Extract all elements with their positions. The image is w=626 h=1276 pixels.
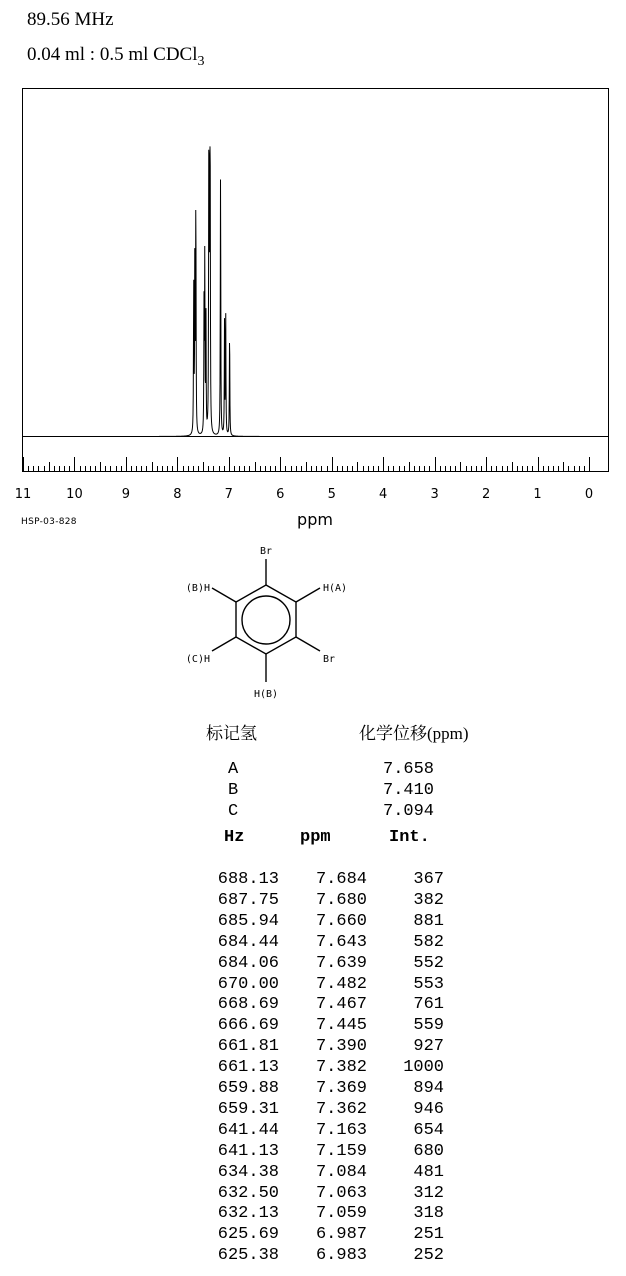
nmr-spectrum-chart [0,80,626,530]
peak-hz: 659.88 [217,1079,279,1098]
peak-hz: 632.13 [217,1204,279,1224]
x-tick-label: 6 [276,487,285,502]
peak-int: 382 [413,890,444,910]
peak-header-hz: Hz [224,828,245,847]
assignment-label: A [228,760,239,779]
peak-ppm: 7.059 [315,1204,367,1224]
peak-ppm: 7.084 [315,1162,367,1182]
spectrum-code: HSP-03-828 [21,517,77,527]
peak-ppm: 7.467 [315,995,367,1015]
peak-hz: 670.00 [217,974,279,994]
peak-int: 481 [413,1162,444,1182]
molecule-structure [160,538,380,708]
label-br-top: Br [259,546,273,557]
bond-lower-left [212,637,236,651]
peak-ppm: 7.639 [315,953,367,973]
label-h-b-bottom: H(B) [253,689,279,700]
peak-ppm: 6.987 [315,1225,367,1245]
x-tick-label: 4 [379,487,388,502]
bond-lower-right [296,637,320,651]
aromatic-circle [242,596,290,644]
peak-ppm: 7.643 [315,932,367,952]
peak-int: 582 [413,932,444,952]
peak-ppm: 6.983 [315,1246,367,1266]
peak-ppm: 7.362 [315,1099,367,1119]
assignment-shift: 7.410 [383,781,435,800]
peak-hz: 659.31 [217,1099,279,1119]
peak-hz: 666.69 [217,1016,279,1036]
peak-int: 654 [413,1120,444,1140]
peak-int: 552 [413,953,444,973]
peak-hz: 632.50 [217,1183,279,1203]
peak-header-int: Int. [389,828,430,847]
label-h-c: (C)H [185,654,210,665]
peak-int: 761 [413,995,444,1015]
peak-int: 559 [413,1016,444,1036]
peak-ppm: 7.382 [315,1058,367,1078]
peak-hz: 634.38 [217,1162,279,1182]
x-axis-label: ppm [297,510,333,529]
bond-upper-right [296,588,320,602]
peak-hz: 641.44 [217,1120,279,1140]
x-tick-label: 0 [584,487,594,502]
assignment-shift: 7.658 [383,760,435,779]
peak-ppm: 7.163 [315,1120,367,1140]
plot-frame [23,89,609,472]
peak-int: 1000 [403,1058,444,1078]
peak-int: 318 [413,1204,444,1224]
peak-int: 927 [413,1037,444,1057]
peak-int: 894 [413,1079,444,1098]
peak-ppm: 7.660 [315,911,367,931]
minor-ticks [29,462,585,471]
assignment-header-shift: 化学位移(ppm) [359,724,469,743]
peak-hz: 641.13 [217,1141,279,1161]
assignment-label: C [228,802,239,821]
x-tick-label: 1 [533,487,542,502]
assignment-shift: 7.094 [383,802,435,821]
peak-int: 680 [413,1141,444,1161]
peak-int: 881 [413,911,444,931]
tick-labels [15,487,593,502]
peak-hz: 661.81 [217,1037,279,1057]
x-tick-label: 7 [224,487,233,502]
peak-ppm: 7.482 [315,974,367,994]
sample-text: 0.04 ml : 0.5 ml CDCl [27,44,198,65]
spectrum-trace [23,146,608,436]
sample-concentration [27,44,205,70]
peak-int: 553 [413,974,444,994]
assignment-label: B [228,781,239,800]
peak-int: 312 [413,1183,444,1203]
peak-hz: 684.06 [217,953,279,973]
peak-ppm: 7.369 [315,1079,367,1098]
peak-ppm: 7.159 [315,1141,367,1161]
x-tick-label: 3 [430,487,439,502]
x-tick-label: 2 [481,487,491,502]
label-h-b-top: (B)H [185,583,210,594]
x-tick-label: 5 [327,487,336,502]
peak-hz: 687.75 [217,890,279,910]
peak-hz: 668.69 [217,995,279,1015]
peak-hz: 688.13 [217,870,279,889]
peak-int: 251 [413,1225,444,1245]
peak-ppm: 7.680 [315,890,367,910]
x-tick-label: 10 [66,487,83,502]
peak-int: 367 [413,870,444,889]
peak-hz: 685.94 [217,911,279,931]
bond-upper-left [212,588,236,602]
assignment-header-hydrogen: 标记氢 [206,724,257,743]
peak-ppm: 7.445 [315,1016,367,1036]
peak-hz: 625.38 [217,1246,279,1266]
x-tick-label: 8 [173,487,182,502]
label-h-a: H(A) [323,583,348,594]
spectrometer-frequency: 89.56 MHz [27,9,114,30]
peak-hz: 684.44 [217,932,279,952]
x-tick-label: 9 [121,487,131,502]
peak-ppm: 7.063 [315,1183,367,1203]
peak-hz: 625.69 [217,1225,279,1245]
x-tick-label: 11 [14,487,32,502]
peak-int: 252 [413,1246,444,1266]
peak-int: 946 [413,1099,444,1119]
peak-header-ppm: ppm [300,828,331,847]
peak-ppm: 7.390 [315,1037,367,1057]
peak-ppm: 7.684 [315,870,367,889]
peak-hz: 661.13 [217,1058,279,1078]
label-br-right: Br [323,654,336,665]
sample-subscript: 3 [197,53,205,69]
